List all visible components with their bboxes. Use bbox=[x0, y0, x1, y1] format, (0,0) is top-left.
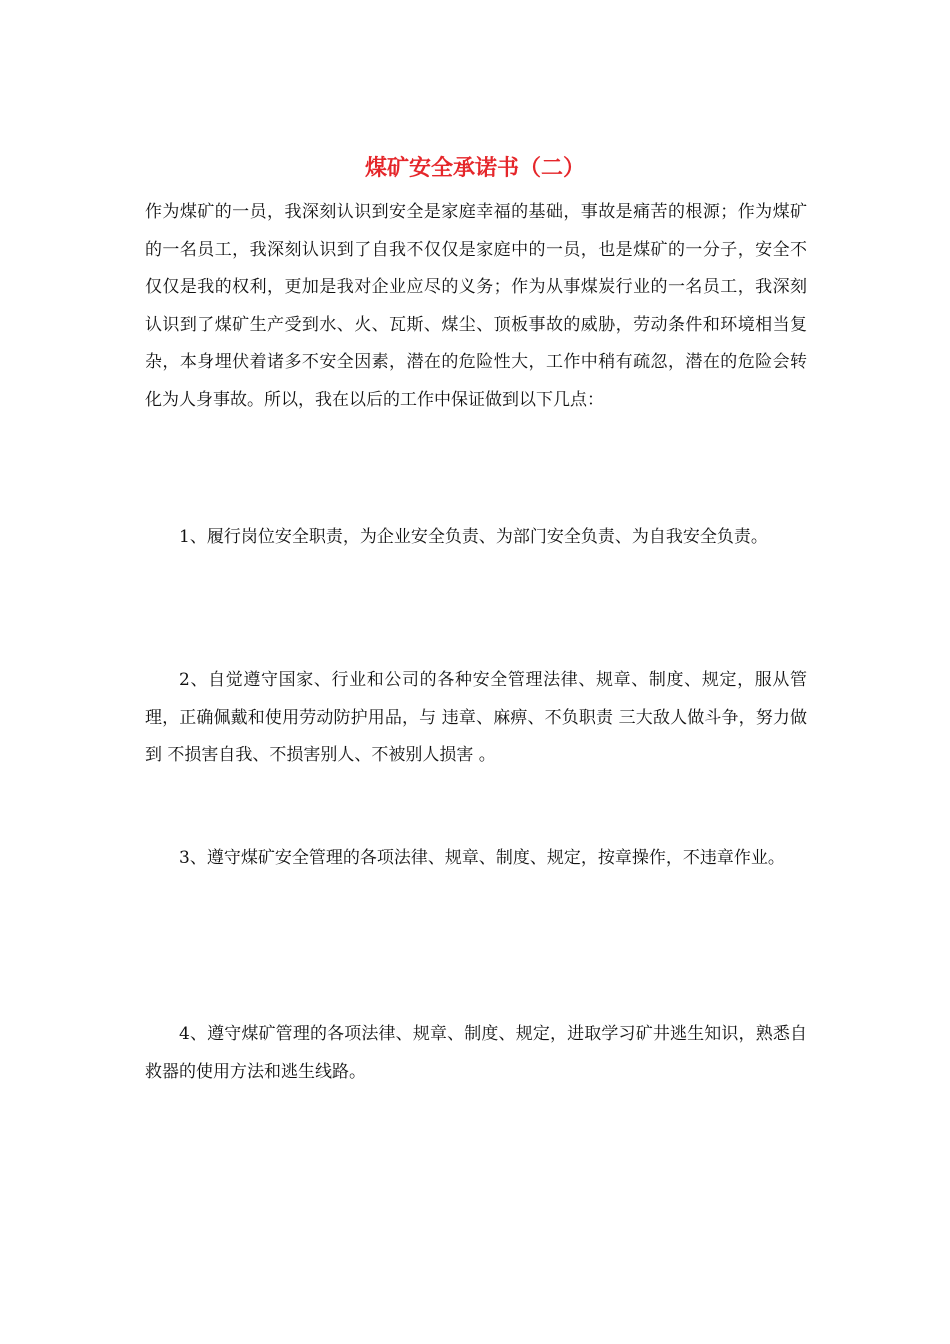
intro-paragraph: 作为煤矿的一员，我深刻认识到安全是家庭幸福的基础，事故是痛苦的根源；作为煤矿的一名员工，我深刻认识到了自我不仅仅是家庭中的一员，也是煤矿的一分子，安全不仅仅是我的权利，更加是我对企业应尽的义务；作为从事煤炭行业的一名员工，我深刻认识到了煤矿生产受到水、火、瓦斯、煤尘、顶板事故的威胁，劳动条件和环境相当复杂，本身埋伏着诸多不安全因素，潜在的危险性大，工作中稍有疏忽，潜在的危险会转化为人身事故。所以，我在以后的工作中保证做到以下几点： bbox=[145, 202, 807, 410]
commitment-item-2: 2、自觉遵守国家、行业和公司的各种安全管理法律、规章、制度、规定，服从管理，正确佩戴和使用劳动防护用品，与 违章、麻痹、不负职责 三大敌人做斗争，努力做到 不损害自我、不损害别人、不被别人损害 。 bbox=[145, 670, 807, 765]
commitment-item-4: 4、遵守煤矿管理的各项法律、规章、制度、规定，进取学习矿井逃生知识，熟悉自救器的使用方法和逃生线路。 bbox=[145, 1024, 807, 1082]
commitment-item-3: 3、遵守煤矿安全管理的各项法律、规章、制度、规定，按章操作，不违章作业。 bbox=[179, 848, 785, 868]
document-title: 煤矿安全承诺书（二） bbox=[364, 155, 585, 181]
commitment-item-1: 1、履行岗位安全职责，为企业安全负责、为部门安全负责、为自我安全负责。 bbox=[179, 527, 768, 547]
